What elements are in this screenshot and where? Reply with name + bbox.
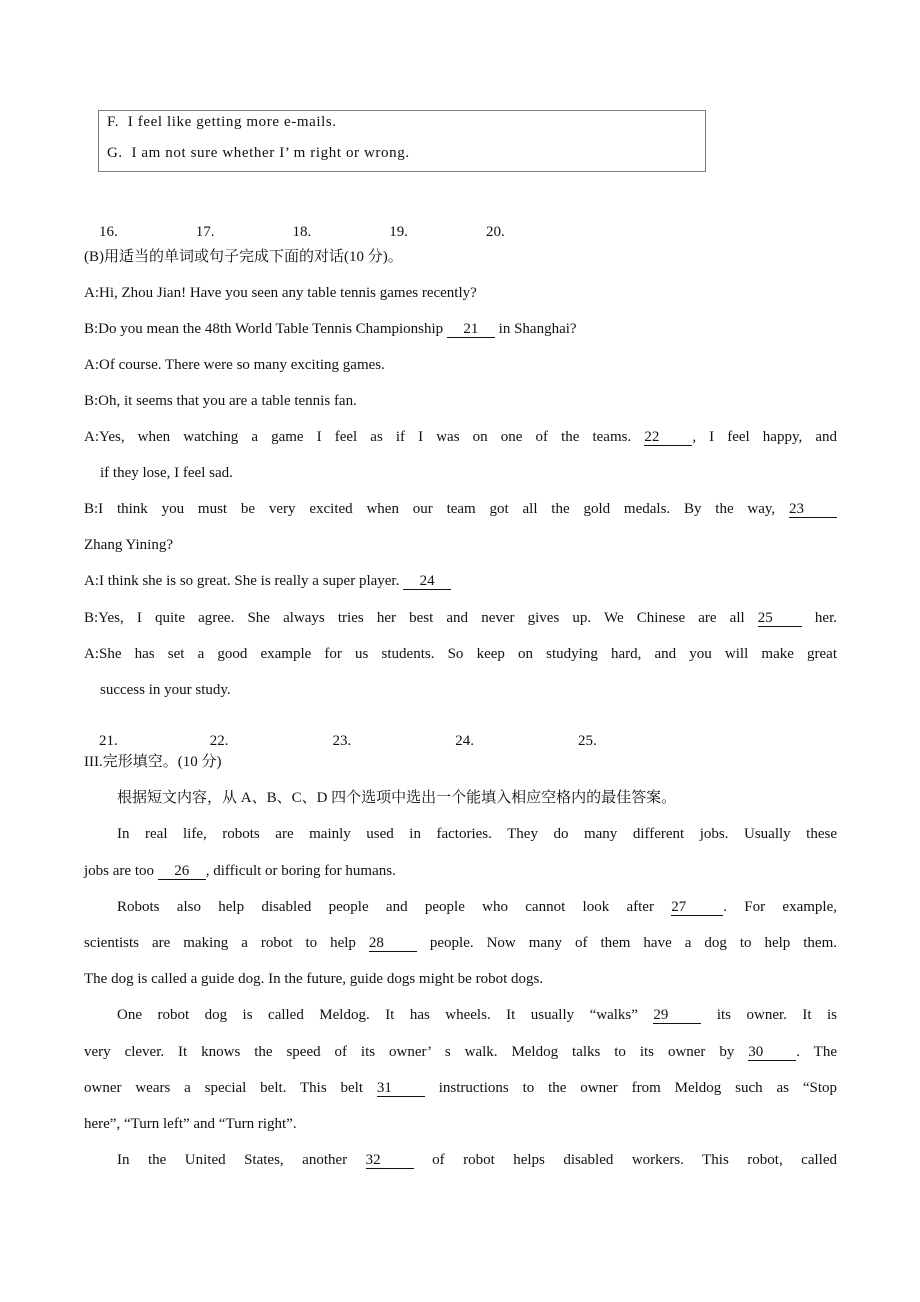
blank-22[interactable]: 22 [644,429,692,446]
passage-text: One robot dog is called Meldog. It has wheels. It usually “walks” [117,1007,654,1023]
answer-label: 22. [209,733,229,749]
blank-27[interactable]: 27 [671,899,723,916]
answer-label: 24. [455,733,474,749]
dialogue-text: A:Of course. There were so many exciting games. [84,357,385,373]
passage-text: very clever. It knows the speed of its owner’ s walk. Meldog talks to its owner by [84,1044,749,1060]
passage-text: jobs are too [84,863,158,879]
dialogue-text: A:I think she is so great. She is really a super player. [84,573,404,589]
dialogue-line [84,644,837,664]
blank-26[interactable]: 26 [158,863,206,880]
passage-line [117,1005,837,1025]
passage-text: here”, “Turn left” and “Turn right”. [84,1116,297,1132]
passage-text: Robots also help disabled people and people who cannot look after [117,899,672,915]
dialogue-text: A:Yes, when watching a game I feel as if I was on one of the teams. [84,429,645,445]
dialogue-line [84,608,837,628]
passage-text: of robot helps disabled workers. This robot, called [413,1152,837,1168]
section-b-heading: (B)用适当的单词或句子完成下面的对话(10 分)。 [84,249,403,265]
dialogue-line [84,283,477,303]
passage-text: instructions to the owner from Meldog such as “Stop [424,1080,837,1096]
dialogue-text: , I feel happy, and [692,429,837,445]
passage-line [117,824,837,844]
passage-line [117,897,837,917]
passage-text: . The [796,1044,837,1060]
blank-25[interactable]: 25 [758,610,802,627]
answer-label: 19. [389,224,408,240]
passage-line [84,1078,837,1098]
dialogue-line [100,463,233,483]
passage-text: . For example, [723,899,837,915]
option-g: G. I am not sure whether I’ m right or wrong. [107,145,410,161]
dialogue-text: B:Oh, it seems that you are a table tennis fan. [84,393,357,409]
dialogue-text: in Shanghai? [494,321,577,337]
blank-31[interactable]: 31 [377,1080,425,1097]
passage-line [84,861,396,881]
dialogue-line [84,355,385,375]
passage-line [117,1150,837,1170]
dialogue-text: A:Hi, Zhou Jian! Have you seen any table tennis games recently? [84,285,477,301]
dialogue-line [84,571,451,591]
dialogue-text: B:I think you must be very excited when our team got all the gold medals. By the way, [84,501,789,517]
dialogue-text: Zhang Yining? [84,537,174,553]
answer-label: 16. [99,224,118,240]
options-box [98,110,706,172]
passage-text: owner wears a special belt. This belt [84,1080,377,1096]
dialogue-text: if they lose, I feel sad. [100,465,233,481]
passage-text: , difficult or boring for humans. [205,863,396,879]
section-iii-instruction: 根据短文内容，从 A、B、C、D 四个选项中选出一个能填入相应空格内的最佳答案。 [117,790,677,806]
blank-30[interactable]: 30 [748,1044,796,1061]
dialogue-line [84,499,837,519]
passage-text: scientists are making a robot to help [84,935,369,951]
dialogue-text: A:She has set a good example for us students. So keep on studying hard, and you will make great [84,646,837,662]
passage-line [84,933,837,953]
dialogue-text: success in your study. [100,682,231,698]
dialogue-line [84,391,357,411]
blank-29[interactable]: 29 [653,1007,701,1024]
dialogue-line [84,535,173,555]
dialogue-text: B:Do you mean the 48th World Table Tennis Championship [84,321,447,337]
passage-text: its owner. It is [701,1007,837,1023]
answer-label: 21. [99,733,118,749]
dialogue-text: her. [801,610,838,626]
section-iii-heading: III.完形填空。(10 分) [84,754,222,770]
dialogue-text: B:Yes, I quite agree. She always tries her best and never gives up. We Chinese are all [84,610,758,626]
blank-32[interactable]: 32 [366,1152,414,1169]
passage-line [84,1042,837,1062]
answer-label: 25. [578,733,597,749]
dialogue-line [84,427,837,447]
option-f: F. I feel like getting more e-mails. [107,114,337,130]
blank-23[interactable]: 23 [789,501,837,518]
answer-label: 17. [195,224,215,240]
answer-label: 18. [292,224,312,240]
answer-label: 23. [332,733,352,749]
dialogue-line [84,319,577,339]
passage-text: people. Now many of them have a dog to help them. [416,935,837,951]
blank-24[interactable]: 24 [403,573,451,590]
passage-text: In the United States, another [117,1152,366,1168]
dialogue-line [100,680,231,700]
blank-28[interactable]: 28 [369,935,417,952]
passage-text: In real life, robots are mainly used in factories. They do many different jobs. Usually these [117,826,837,842]
passage-line [84,1114,297,1134]
answer-label: 20. [486,224,505,240]
passage-text: The dog is called a guide dog. In the future, guide dogs might be robot dogs. [84,971,544,987]
blank-21[interactable]: 21 [447,321,495,338]
passage-line [84,969,543,989]
